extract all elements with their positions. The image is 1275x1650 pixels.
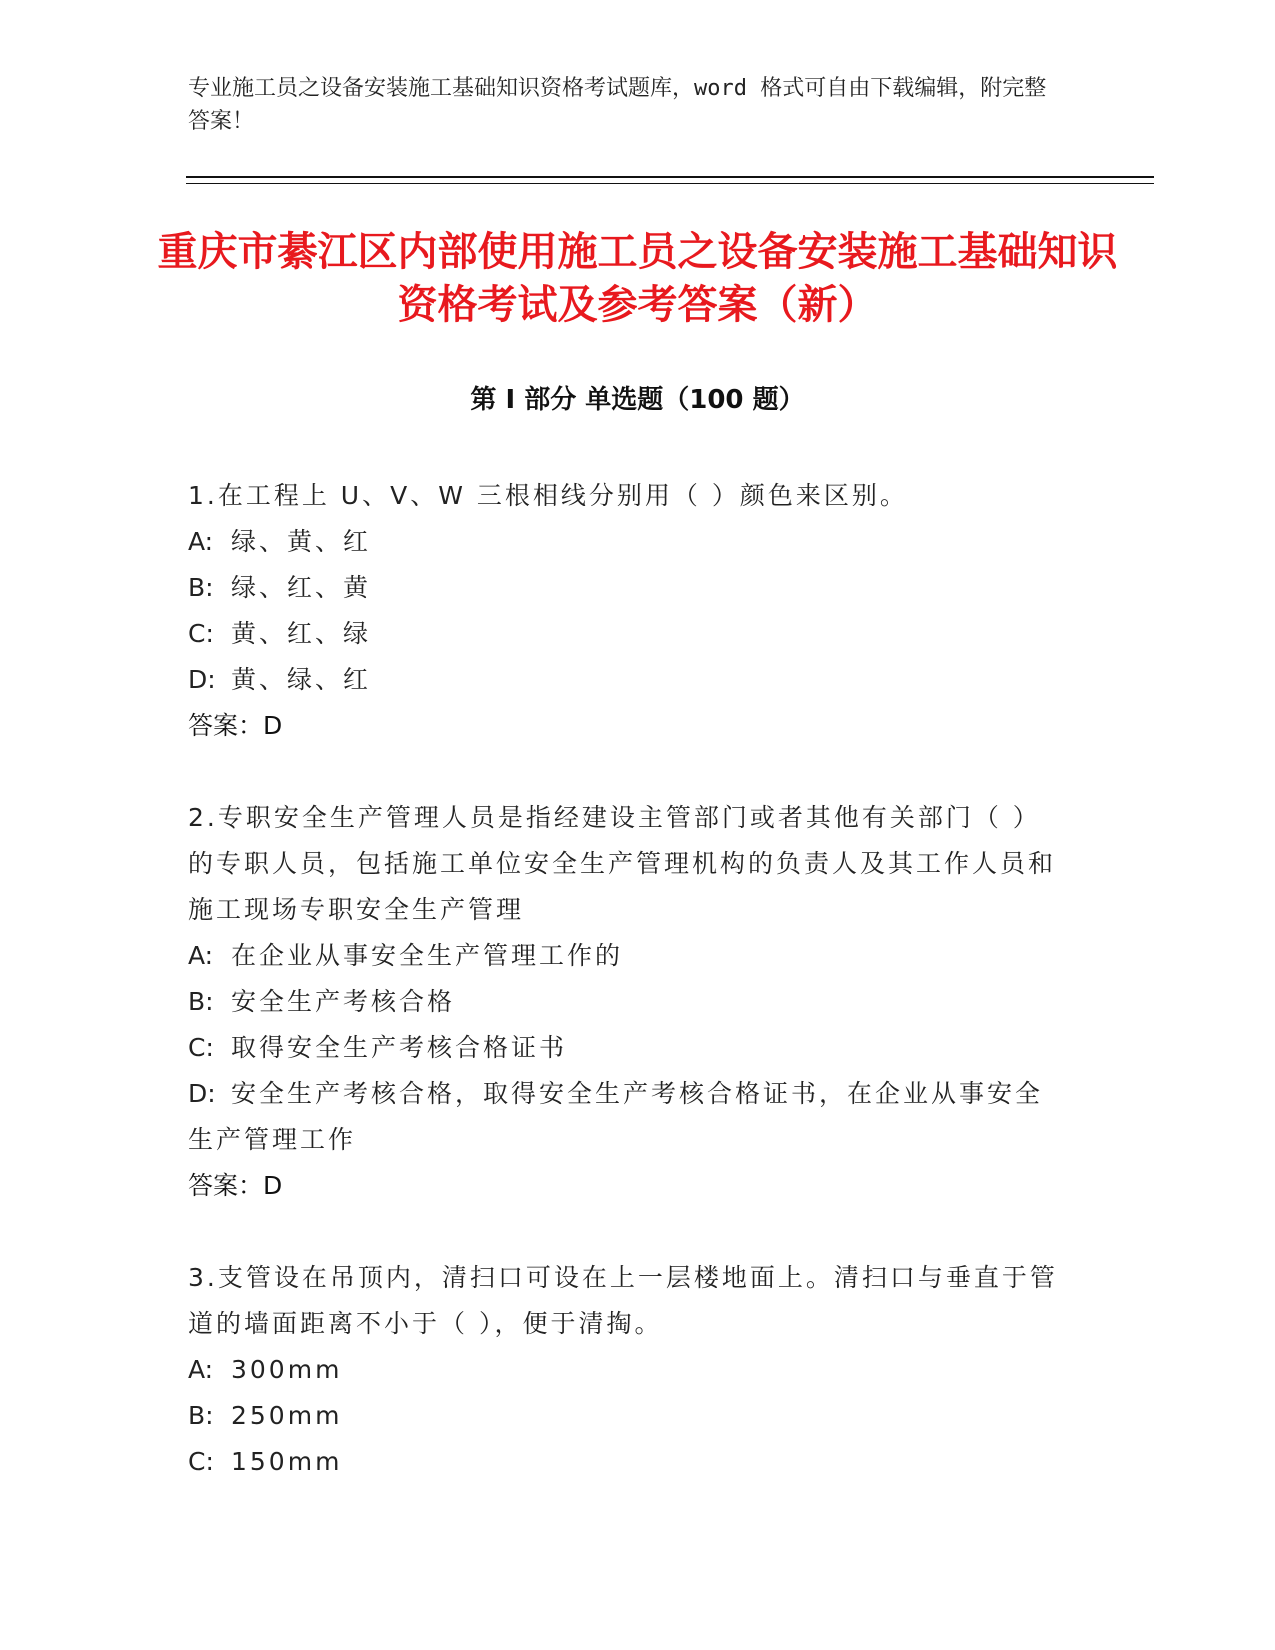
option-text: 安全生产考核合格，取得安全生产考核合格证书，在企业从事安全生产管理工作 <box>188 1079 1044 1154</box>
option-text: 绿、黄、红 <box>231 527 372 556</box>
option-letter: C: <box>188 1033 214 1062</box>
question-stem: 2.专职安全生产管理人员是指经建设主管部门或者其他有关部门（ ）的专职人员，包括施工单位安全生产管理机构的负责人及其工作人员和施工现场专职安全生产管理 <box>188 803 1057 924</box>
question-stem: 1.在工程上 U、V、W 三根相线分别用（ ）颜色来区别。 <box>188 481 908 510</box>
option-text: 安全生产考核合格 <box>231 987 456 1016</box>
option-text: 黄、绿、红 <box>231 665 372 694</box>
option-letter: B: <box>188 987 214 1016</box>
question-list <box>188 473 1068 1531</box>
option-b <box>188 979 1068 1025</box>
option-c <box>188 1025 1068 1071</box>
option-text: 300mm <box>231 1355 343 1384</box>
option-letter: D: <box>188 1079 216 1108</box>
option-text: 150mm <box>231 1447 343 1476</box>
option-letter: C: <box>188 619 214 648</box>
header-divider-thin <box>186 183 1154 184</box>
option-text: 黄、红、绿 <box>231 619 372 648</box>
document-title: 重庆市綦江区内部使用施工员之设备安装施工基础知识资格考试及参考答案（新） <box>157 229 1118 328</box>
option-text: 在企业从事安全生产管理工作的 <box>231 941 624 970</box>
option-text: 取得安全生产考核合格证书 <box>231 1033 568 1062</box>
answer: 答案：D <box>188 1171 283 1200</box>
option-letter: A: <box>188 1355 214 1384</box>
option-a <box>188 1347 1068 1393</box>
option-c <box>188 1439 1068 1485</box>
option-d <box>188 1071 1068 1163</box>
option-a <box>188 519 1068 565</box>
option-text: 绿、红、黄 <box>231 573 372 602</box>
section-title: 第 I 部分 单选题（100 题） <box>470 385 805 415</box>
header-note: 专业施工员之设备安装施工基础知识资格考试题库，word 格式可自由下载编辑，附完整答案！ <box>188 76 1047 134</box>
option-letter: A: <box>188 941 214 970</box>
option-letter: C: <box>188 1447 214 1476</box>
question-1 <box>188 473 1068 749</box>
option-d <box>188 657 1068 703</box>
header-divider-thick <box>186 176 1154 178</box>
option-c <box>188 611 1068 657</box>
question-stem: 3.支管设在吊顶内，清扫口可设在上一层楼地面上。清扫口与垂直于管道的墙面距离不小于（ ），便于清掏。 <box>188 1263 1058 1338</box>
option-letter: B: <box>188 573 214 602</box>
question-3 <box>188 1255 1068 1485</box>
option-letter: D: <box>188 665 216 694</box>
option-letter: B: <box>188 1401 214 1430</box>
option-text: 250mm <box>231 1401 343 1430</box>
option-letter: A: <box>188 527 214 556</box>
option-a <box>188 933 1068 979</box>
answer: 答案：D <box>188 711 283 740</box>
option-b <box>188 1393 1068 1439</box>
option-b <box>188 565 1068 611</box>
question-2 <box>188 795 1068 1209</box>
